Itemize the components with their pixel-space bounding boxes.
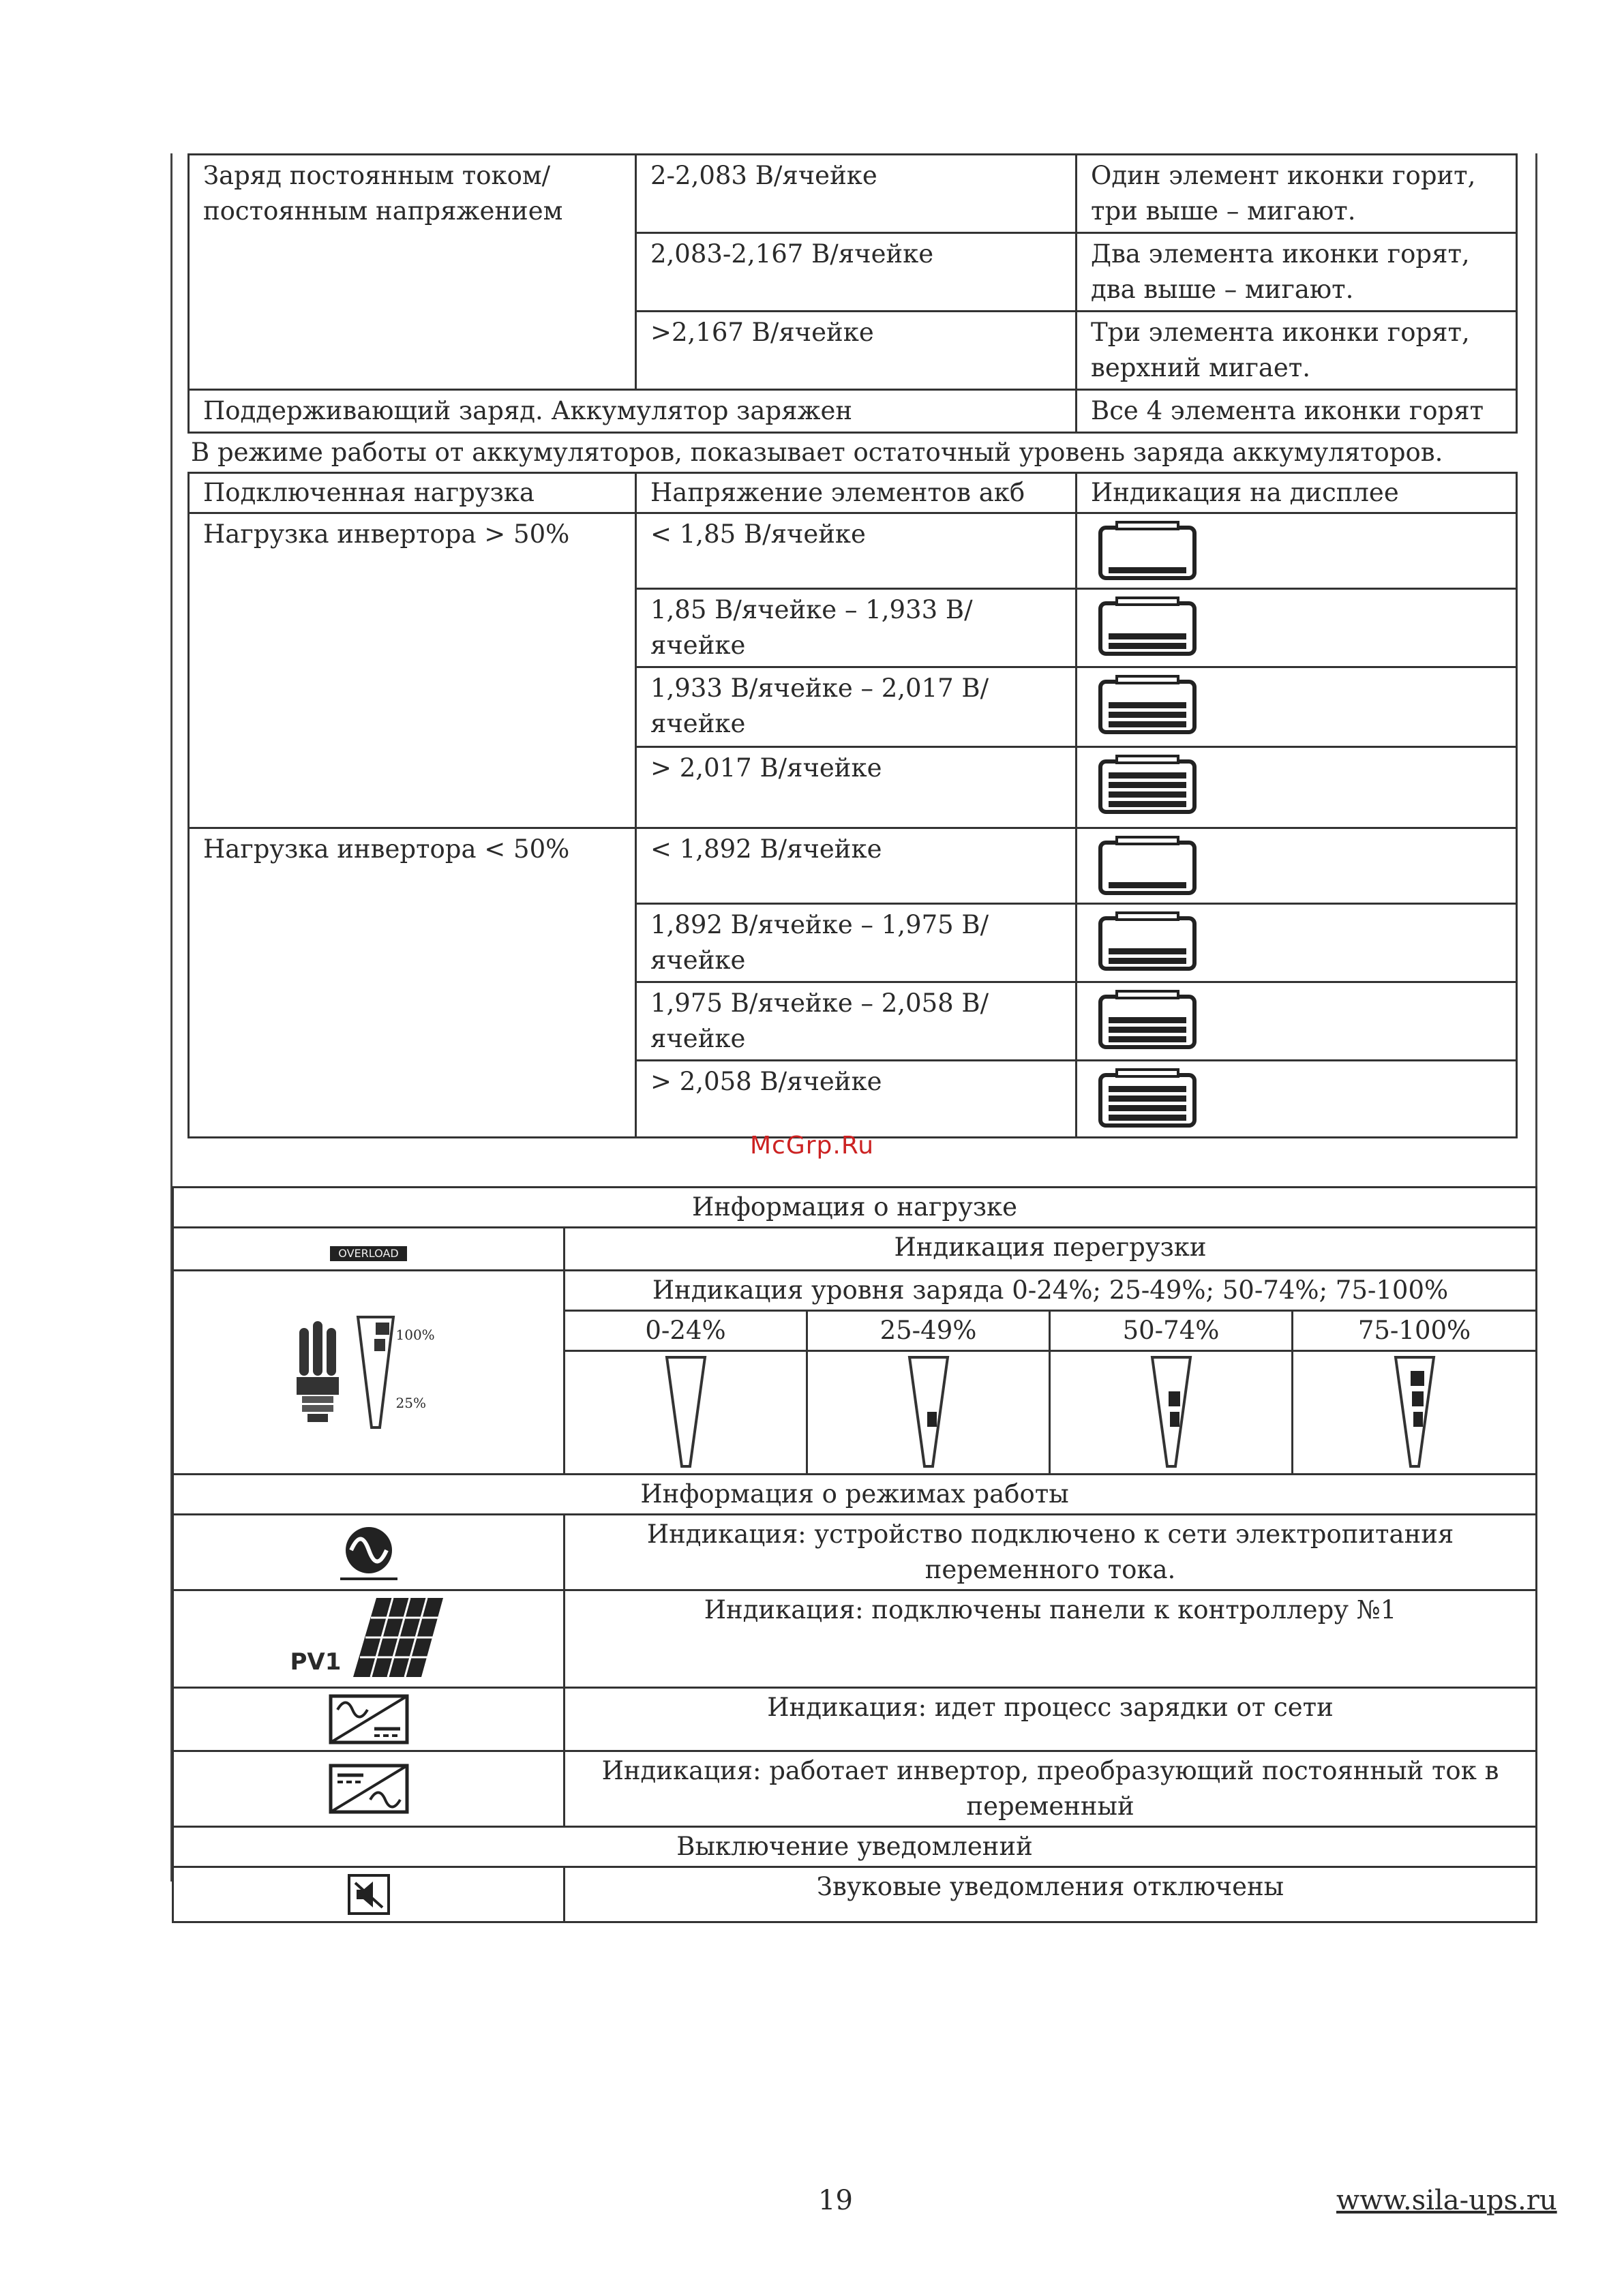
battery-bar [1109, 882, 1186, 888]
pv-panel-icon [350, 1595, 446, 1680]
battery-level-icon [1096, 911, 1199, 971]
ac-to-dc-icon [328, 1693, 410, 1745]
table-row [173, 1751, 1537, 1827]
cell-voltage: > 2,058 В/ячейке [636, 1061, 1077, 1138]
battery-cap [1117, 837, 1178, 844]
section-title-load: Информация о нагрузке [173, 1188, 1537, 1228]
mute-desc: Звуковые уведомления отключены [565, 1867, 1537, 1922]
battery-cap [1117, 991, 1178, 998]
battery-bar [1109, 782, 1186, 788]
mode-icon-cell [173, 1688, 565, 1751]
cell-voltage: 1,892 В/ячейке – 1,975 В/ячейке [636, 904, 1077, 982]
cell-display [1077, 904, 1517, 982]
section-row [173, 1475, 1537, 1515]
level-label: 25-49% [807, 1311, 1050, 1351]
cell-display [1077, 667, 1517, 747]
cell-voltage: > 2,017 В/ячейке [636, 747, 1077, 828]
charge-table [187, 153, 1518, 434]
battery-level-table [187, 472, 1518, 1138]
cell-voltage: 1,975 В/ячейке – 2,058 В/ячейке [636, 982, 1077, 1061]
wedge-segment [1170, 1412, 1179, 1427]
table-row [189, 155, 1517, 233]
overload-icon-cell [173, 1228, 565, 1271]
charge-display: Три элемента иконки горят, верхний мигает. [1077, 312, 1517, 390]
battery-cap [1117, 522, 1178, 529]
battery-bar [1109, 1017, 1186, 1023]
load-level-wedge-icon [1393, 1355, 1437, 1469]
mute-speaker-icon [347, 1873, 391, 1916]
level-icon-cell [1293, 1351, 1537, 1475]
load-level-wedge-icon [907, 1355, 950, 1469]
charge-voltage: 2-2,083 В/ячейке [636, 155, 1077, 233]
table-row [173, 1515, 1537, 1590]
battery-cap [1117, 598, 1178, 605]
battery-bar [1109, 801, 1186, 807]
battery-bar [1109, 643, 1186, 649]
bulb-icon [287, 1314, 348, 1430]
wedge-outline [667, 1357, 705, 1466]
charge-voltage: >2,167 В/ячейке [636, 312, 1077, 390]
section-row [173, 1188, 1537, 1228]
level-label: 75-100% [1293, 1311, 1537, 1351]
level-label: 50-74% [1050, 1311, 1293, 1351]
pv-label: PV1 [290, 1648, 342, 1676]
mode-desc: Индикация: идет процесс зарядки от сети [565, 1688, 1537, 1751]
battery-level-icon [1096, 596, 1199, 656]
wedge-segment [1412, 1391, 1424, 1406]
load-icon-cell [173, 1271, 565, 1475]
load-group-label: Нагрузка инвертора < 50% [189, 828, 636, 1138]
load-group-label: Нагрузка инвертора > 50% [189, 513, 636, 828]
battery-cap [1117, 756, 1178, 763]
level-label: 0-24% [565, 1311, 807, 1351]
dc-to-ac-icon [328, 1763, 410, 1815]
level-icon-cell [807, 1351, 1050, 1475]
battery-cap [1117, 913, 1178, 920]
charge-display: Два элемента иконки горят, два выше – мигают. [1077, 233, 1517, 312]
charge-mode-label: Заряд постоянным током/ постоянным напряжением [189, 155, 636, 390]
wedge-segment [927, 1412, 937, 1427]
battery-level-icon [1096, 521, 1199, 581]
battery-bar [1109, 1027, 1186, 1033]
page-number: 19 [818, 2185, 853, 2216]
mode-desc: Индикация: устройство подключено к сети электропитания переменного тока. [565, 1515, 1537, 1590]
battery-bar [1109, 1115, 1186, 1121]
cell-display [1077, 747, 1517, 828]
section-title-modes: Информация о режимах работы [173, 1475, 1537, 1515]
cell-voltage: < 1,892 В/ячейке [636, 828, 1077, 904]
cell-voltage: < 1,85 В/ячейке [636, 513, 1077, 589]
float-charge-display: Все 4 элемента иконки горят [1077, 390, 1517, 433]
battery-bar [1109, 1105, 1186, 1111]
battery-bar [1109, 712, 1186, 718]
battery-bar [1109, 702, 1186, 708]
battery-bar [1109, 948, 1186, 954]
watermark-logo: McGrp.Ru [750, 1132, 875, 1160]
mode-desc: Индикация: работает инвертор, преобразующий постоянный ток в переменный [565, 1751, 1537, 1827]
wedge-segment [1413, 1412, 1423, 1427]
battery-level-icon [1096, 755, 1199, 815]
footer-link[interactable]: www.sila-ups.ru [1336, 2185, 1557, 2216]
cell-display [1077, 589, 1517, 667]
table-row [173, 1688, 1537, 1751]
mode-icon-cell [173, 1590, 565, 1688]
battery-bar [1109, 1036, 1186, 1042]
level-icon-cell [565, 1351, 807, 1475]
battery-mode-note: В режиме работы от аккумуляторов, показывает остаточный уровень заряда аккумуляторов. [191, 438, 1443, 467]
table-row [173, 1228, 1537, 1271]
load-level-wedge-icon [1149, 1355, 1193, 1469]
battery-bar [1109, 721, 1186, 727]
wedge-segment [1169, 1391, 1180, 1406]
battery-level-icon [1096, 1068, 1199, 1128]
level-icon-cell [1050, 1351, 1293, 1475]
load-level-wedge-icon [664, 1355, 708, 1469]
mode-icon-cell [173, 1751, 565, 1827]
status-icons-table [172, 1186, 1537, 1923]
section-title-mute: Выключение уведомлений [173, 1827, 1537, 1867]
wedge-segment [1411, 1371, 1424, 1386]
battery-bar [1109, 958, 1186, 964]
cell-display [1077, 982, 1517, 1061]
level-label-bottom: 25% [395, 1395, 426, 1411]
battery-level-icon [1096, 675, 1199, 735]
charge-display: Один элемент иконки горит, три выше – мигают. [1077, 155, 1517, 233]
cell-display [1077, 1061, 1517, 1138]
battery-bar [1109, 567, 1186, 573]
cell-display [1077, 513, 1517, 589]
charge-voltage: 2,083-2,167 В/ячейке [636, 233, 1077, 312]
section-row [173, 1827, 1537, 1867]
header-voltage: Напряжение элементов акб [636, 473, 1077, 513]
ac-sine-icon [328, 1522, 410, 1583]
mute-icon-cell [173, 1867, 565, 1922]
float-charge-label: Поддерживающий заряд. Аккумулятор заряжен [189, 390, 1077, 433]
battery-bar [1109, 791, 1186, 798]
battery-bar [1109, 1096, 1186, 1102]
battery-level-icon [1096, 990, 1199, 1050]
table-row [189, 828, 1517, 904]
battery-cap [1117, 1070, 1178, 1076]
table-row [189, 513, 1517, 589]
battery-bar [1109, 1086, 1186, 1092]
table-row [173, 1271, 1537, 1311]
cell-display [1077, 828, 1517, 904]
table-row [189, 390, 1517, 433]
battery-bar [1109, 633, 1186, 639]
table-row [173, 1867, 1537, 1922]
battery-level-icon [1096, 836, 1199, 896]
mode-desc: Индикация: подключены панели к контроллеру №1 [565, 1590, 1537, 1688]
header-display: Индикация на дисплее [1077, 473, 1517, 513]
cell-voltage: 1,85 В/ячейке – 1,933 В/ячейке [636, 589, 1077, 667]
table-header-row [189, 473, 1517, 513]
header-load: Подключенная нагрузка [189, 473, 636, 513]
overload-desc: Индикация перегрузки [565, 1228, 1537, 1271]
overload-badge: OVERLOAD [330, 1246, 406, 1261]
battery-bar [1109, 772, 1186, 779]
levels-title: Индикация уровня заряда 0-24%; 25-49%; 50-74%; 75-100% [565, 1271, 1537, 1311]
mode-icon-cell [173, 1515, 565, 1590]
cell-voltage: 1,933 В/ячейке – 2,017 В/ячейке [636, 667, 1077, 747]
table-row [173, 1590, 1537, 1688]
level-label-top: 100% [395, 1327, 435, 1343]
load-level-icon [355, 1314, 396, 1430]
battery-cap [1117, 676, 1178, 683]
